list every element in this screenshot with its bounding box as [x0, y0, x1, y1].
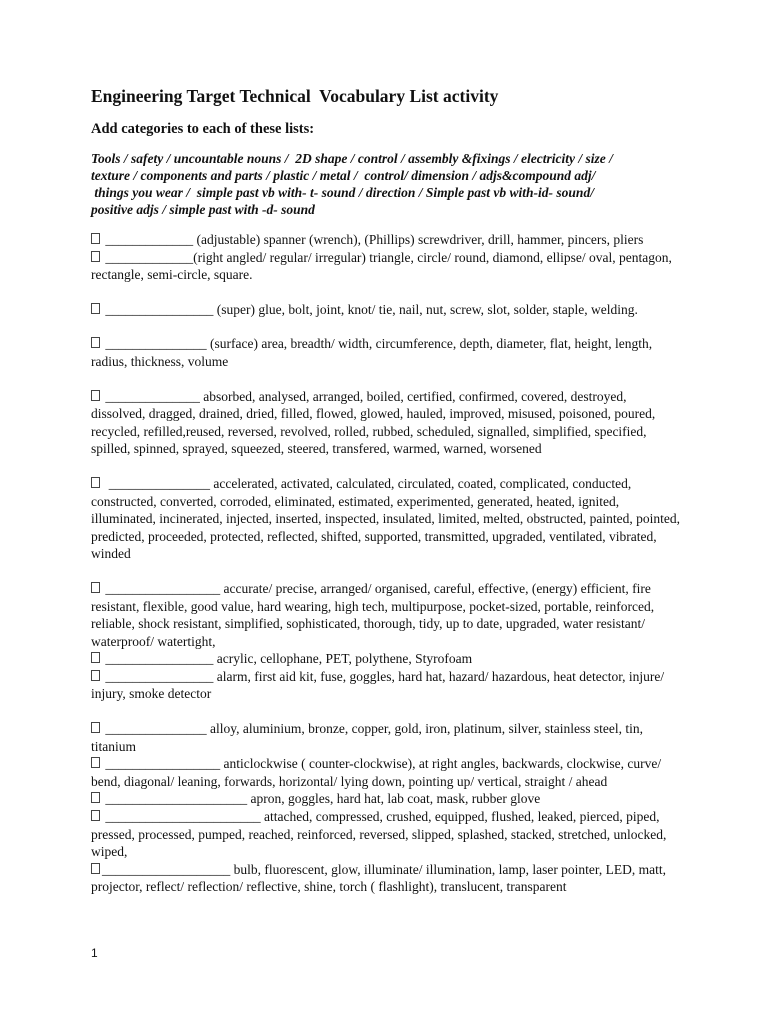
category-blank: _____________________ — [102, 791, 251, 807]
vocab-words: acrylic, cellophane, PET, polythene, Styrofoam — [216, 651, 473, 667]
category-blank: ________________ — [102, 301, 217, 317]
category-blank: ______________ — [102, 388, 204, 404]
checkbox-icon — [91, 652, 100, 663]
category-list — [91, 150, 681, 218]
vocab-list-item — [91, 668, 681, 703]
checkbox-icon — [91, 810, 100, 821]
checkbox-icon — [91, 670, 100, 681]
vocab-list-item — [91, 755, 681, 790]
category-blank: _____________ — [102, 249, 194, 265]
vocab-list-item — [91, 650, 681, 668]
category-blank: ________________ — [102, 668, 217, 684]
category-blank: _____________ — [102, 232, 197, 247]
vocab-words: (adjustable) spanner (wrench), (Phillips) screwdriver, drill, hammer, pincers, pliers — [196, 232, 644, 247]
category-blank: _________________ — [102, 756, 224, 772]
checkbox-icon — [91, 792, 100, 803]
document-subtitle: Add categories to each of these lists: — [91, 121, 315, 137]
vocab-list-item — [91, 861, 681, 896]
category-blank: _______________________ — [102, 809, 264, 825]
category-blank: ________________ — [102, 651, 217, 667]
vocab-list-item — [91, 475, 681, 563]
vocab-words: bulb, fluorescent, glow, illuminate/ illumination, lamp, laser pointer, LED, matt, projector, reflect/ reflection/ reflective, shine, torch ( flashlight), translucent, transparent — [91, 861, 666, 895]
checkbox-icon — [91, 303, 100, 314]
category-blank: ___________________ — [102, 861, 234, 877]
page-number: 1 — [91, 946, 98, 960]
document-title: Engineering Target Technical Vocabulary List activity — [91, 86, 499, 106]
vocab-words: accurate/ precise, arranged/ organised, careful, effective, (energy) efficient, fire resistant, flexible, good value, hard wearing, high tech, multipurpose, pocket-sized, portable, reinforced, reliable, shock resistant, simplified, sophisticated, thorough, tidy, up to date, upgraded, water resistant/ waterproof/ watertight, — [91, 580, 655, 649]
vocab-list-item — [91, 580, 681, 650]
vocab-list-item — [91, 301, 681, 319]
vocab-words: (right angled/ regular/ irregular) triangle, circle/ round, diamond, ellipse/ oval, pentagon, rectangle, semi-circle, square. — [91, 249, 672, 283]
vocab-words: (super) glue, bolt, joint, knot/ tie, nail, nut, screw, slot, solder, staple, welding. — [216, 301, 638, 317]
vocab-words: attached, compressed, crushed, equipped, flushed, leaked, pierced, piped, pressed, processed, pumped, reached, reinforced, reversed, slipped, splashed, stacked, stretched, unlocked, wiped, — [91, 809, 667, 860]
category-line: positive adjs / simple past with -d- sound — [91, 202, 315, 217]
vocab-list-item — [91, 720, 681, 755]
checkbox-icon — [91, 233, 100, 244]
vocab-list-item — [91, 335, 681, 370]
document-page — [91, 84, 681, 896]
vocab-words: anticlockwise ( counter-clockwise), at right angles, backwards, clockwise, curve/ bend, diagonal/ leaning, forwards, horizontal/ lying down, pointing up/ vertical, straight / ahead — [91, 756, 662, 789]
vocab-list-item — [91, 808, 681, 861]
category-blank: _______________ — [102, 336, 210, 352]
vocab-words: apron, goggles, hard hat, lab coat, mask, rubber glove — [250, 791, 541, 807]
checkbox-icon — [91, 582, 100, 593]
checkbox-icon — [91, 477, 100, 488]
vocab-words: alloy, aluminium, bronze, copper, gold, iron, platinum, silver, stainless steel, tin, titanium — [91, 721, 643, 754]
category-line: texture / components and parts / plastic / metal / control/ dimension / adjs&compound adj/ — [91, 168, 596, 183]
checkbox-icon — [91, 722, 100, 733]
vocab-list-item — [91, 790, 681, 808]
category-blank: _________________ — [102, 580, 224, 596]
vocab-list-item — [91, 388, 681, 458]
category-line: things you wear / simple past vb with- t- sound / direction / Simple past vb with-id- sound/ — [91, 185, 594, 200]
category-blank: _______________ — [102, 475, 214, 491]
vocab-words: (surface) area, breadth/ width, circumference, depth, diameter, flat, height, length, radius, thickness, volume — [91, 336, 653, 369]
vocab-words: alarm, first aid kit, fuse, goggles, hard hat, hazard/ hazardous, heat detector, injure/ injury, smoke detector — [91, 668, 665, 702]
vocab-list-item — [91, 249, 681, 284]
checkbox-icon — [91, 757, 100, 768]
checkbox-icon — [91, 337, 100, 348]
vocab-words: accelerated, activated, calculated, circulated, coated, complicated, conducted, constructed, converted, corroded, eliminated, estimated, experimented, generated, heated, ignited, illuminated, incinerated, injected, inserted, inspected, insulated, limited, melted, obstructed, painted, pointed, predicted, proceeded, protected, reflected, shifted, supported, transmitted, upgraded, ventilated, vibrated, winded — [91, 475, 680, 562]
checkbox-icon — [91, 251, 100, 262]
category-blank: _______________ — [102, 721, 210, 737]
category-line: Tools / safety / uncountable nouns / 2D shape / control / assembly &fixings / electricity / size / — [91, 151, 613, 166]
checkbox-icon — [91, 390, 100, 401]
vocab-list-item — [91, 231, 681, 249]
checkbox-icon — [91, 863, 100, 874]
vocab-words: absorbed, analysed, arranged, boiled, certified, confirmed, covered, destroyed, dissolved, dragged, drained, dried, filled, flowed, glowed, hauled, improved, misused, poisoned, poured, recycled, refilled,reused, reversed, revolved, rolled, rubbed, scheduled, signalled, simplified, specified, spilled, spinned, sprayed, squeezed, steered, transfered, warmed, warned, worsened — [91, 388, 656, 457]
